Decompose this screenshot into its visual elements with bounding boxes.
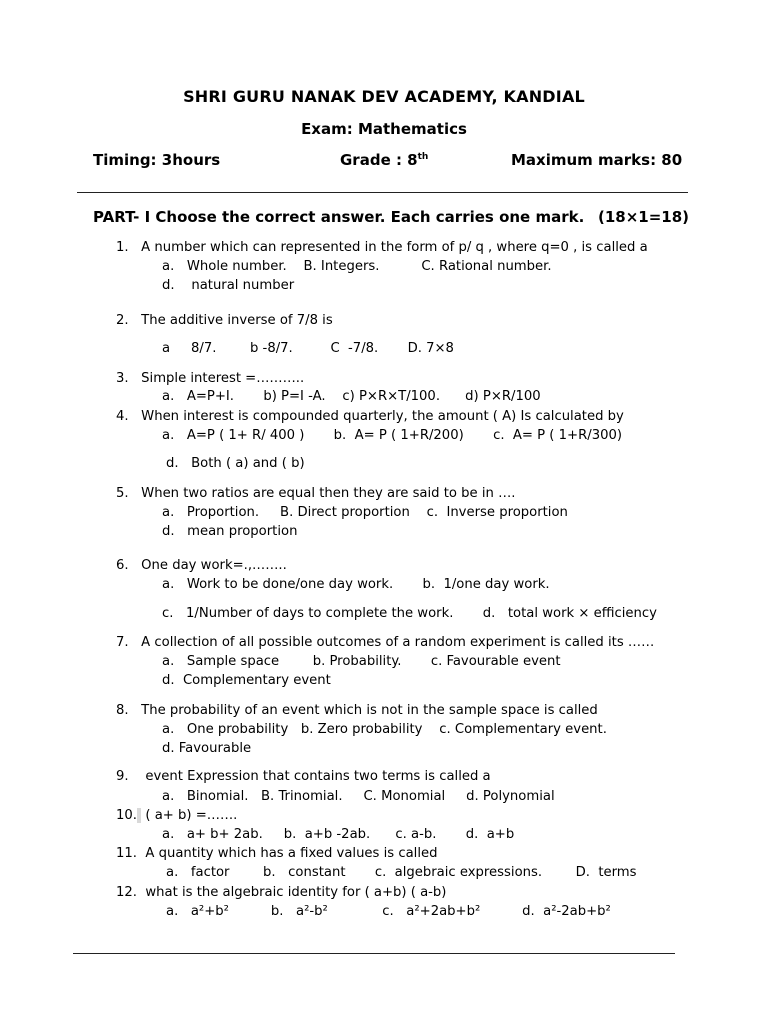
options-line: a. a+ b+ 2ab. b. a+b -2ab. c. a-b. d. a+b — [162, 827, 515, 842]
question-number: 11. — [116, 846, 137, 861]
timing: Timing: 3hours — [93, 151, 221, 169]
question-7 — [116, 635, 654, 650]
question-5 — [116, 486, 515, 501]
question-8 — [116, 703, 598, 718]
options-line: d. natural number — [162, 278, 295, 293]
question-1 — [116, 240, 648, 255]
options-line: a. A=P+I. b) P=I -A. c) P×R×T/100. d) P×R/100 — [162, 389, 541, 404]
question-10 — [116, 808, 237, 823]
question-number: 12. — [116, 885, 137, 900]
options-line: a. Sample space b. Probability. c. Favourable event — [162, 654, 561, 669]
header-divider — [77, 192, 688, 193]
question-12 — [116, 885, 446, 900]
question-text: A collection of all possible outcomes of a random experiment is called its …… — [141, 635, 655, 650]
options-line: a. Whole number. B. Integers. C. Rational number. — [162, 259, 552, 274]
question-3 — [116, 371, 304, 386]
options-line: a. factor b. constant c. algebraic expressions. D. terms — [166, 865, 637, 880]
question-number: 5. — [116, 486, 129, 501]
grade — [340, 151, 428, 169]
maximum-marks: Maximum marks: 80 — [511, 151, 683, 169]
question-2 — [116, 313, 333, 328]
question-number: 1. — [116, 240, 129, 255]
question-6 — [116, 558, 287, 573]
options-line: d. Favourable — [162, 741, 252, 756]
question-text: ( a+ b) =……. — [145, 808, 238, 823]
question-number: 4. — [116, 409, 129, 424]
options-line: d. Complementary event — [162, 673, 331, 688]
options-line: d. Both ( a) and ( b) — [166, 456, 305, 471]
options-line: a. Binomial. B. Trinomial. C. Monomial d. Polynomial — [162, 789, 555, 804]
options-line: a. Work to be done/one day work. b. 1/one day work. — [162, 577, 550, 592]
question-number: 9. — [116, 769, 129, 784]
school-name: SHRI GURU NANAK DEV ACADEMY, KANDIAL — [183, 87, 585, 106]
question-11 — [116, 846, 437, 861]
question-number: 6. — [116, 558, 129, 573]
question-text: When interest is compounded quarterly, the amount ( A) Is calculated by — [141, 409, 624, 424]
question-text: Simple interest =……….. — [141, 371, 305, 386]
question-number: 10. — [116, 808, 137, 823]
options-line: a. A=P ( 1+ R/ 400 ) b. A= P ( 1+R/200) c. A= P ( 1+R/300) — [162, 428, 623, 443]
footer-divider — [73, 953, 675, 954]
part-title: PART- I Choose the correct answer. Each carries one mark. — [93, 208, 585, 226]
options-line: a. One probability b. Zero probability c. Complementary event. — [162, 722, 607, 737]
text-cursor-highlight — [137, 808, 141, 823]
question-text: A quantity which has a fixed values is called — [145, 846, 438, 861]
question-number: 8. — [116, 703, 129, 718]
question-number: 7. — [116, 635, 129, 650]
grade-superscript: th — [417, 152, 429, 162]
question-text: The probability of an event which is not in the sample space is called — [141, 703, 598, 718]
options-line: a 8/7. b -8/7. C -7/8. D. 7×8 — [162, 341, 454, 356]
question-text: A number which can represented in the form of p/ q , where q=0 , is called a — [141, 240, 648, 255]
question-text: what is the algebraic identity for ( a+b) ( a-b) — [145, 885, 447, 900]
question-text: The additive inverse of 7/8 is — [141, 313, 333, 328]
options-line: a. a²+b² b. a²-b² c. a²+2ab+b² d. a²-2ab+b² — [166, 904, 611, 919]
question-9 — [116, 769, 491, 784]
grade-text: Grade : 8 — [340, 151, 418, 169]
question-text: One day work=.,…….. — [141, 558, 287, 573]
part-marks: (18×1=18) — [598, 208, 690, 226]
options-line: c. 1/Number of days to complete the work. d. total work × efficiency — [162, 606, 657, 621]
options-line: a. Proportion. B. Direct proportion c. Inverse proportion — [162, 505, 568, 520]
question-text: event Expression that contains two terms is called a — [145, 769, 491, 784]
question-number: 2. — [116, 313, 129, 328]
question-number: 3. — [116, 371, 129, 386]
options-line: d. mean proportion — [162, 524, 298, 539]
question-4 — [116, 409, 624, 424]
question-text: When two ratios are equal then they are said to be in …. — [141, 486, 516, 501]
exam-subject: Exam: Mathematics — [301, 120, 467, 138]
